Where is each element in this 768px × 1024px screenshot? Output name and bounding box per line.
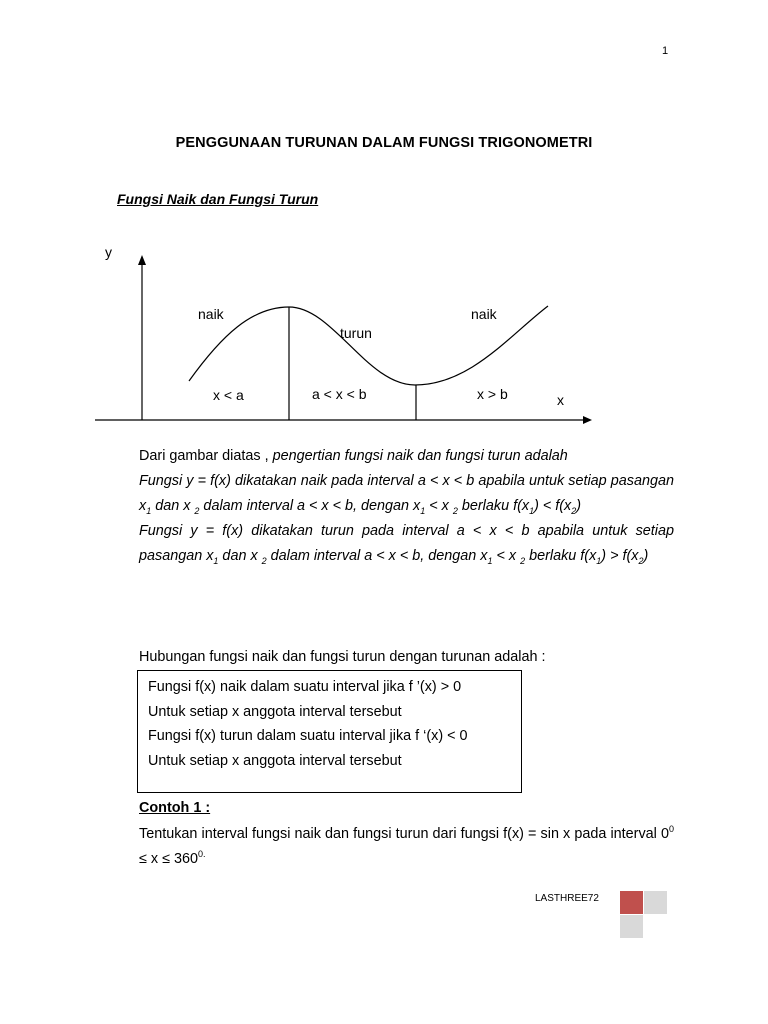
footer-square-gray-right (644, 891, 667, 914)
box-line: Untuk setiap x anggota interval tersebut (148, 703, 402, 720)
def-naik-text: ) < f(x (534, 498, 572, 514)
x-axis-label: x (557, 392, 564, 408)
def-naik-text: berlaku f(x (457, 498, 530, 514)
intro-plain: Dari gambar diatas , (139, 448, 269, 464)
subscript: 2 (571, 505, 577, 516)
intro-line (139, 444, 674, 469)
y-axis-label: y (105, 244, 112, 260)
def-turun-text: berlaku f(x (525, 548, 597, 564)
def-naik-text: < x (425, 498, 453, 514)
intro-italic: pengertian fungsi naik dan fungsi turun adalah (268, 448, 568, 464)
theorem-box (137, 670, 522, 793)
def-turun-text: ) > f(x (601, 548, 639, 564)
def-turun-text: dan x (218, 548, 262, 564)
box-line: Fungsi f(x) naik dalam suatu interval jika f ’(x) > 0 (148, 679, 462, 695)
page-number: 1 (662, 45, 669, 57)
definition-block (139, 444, 674, 569)
footer-square-gray-bottom (620, 915, 643, 938)
label-naik-right: naik (471, 306, 497, 322)
def-turun-text: dalam interval a < x < b, dengan x (266, 548, 488, 564)
example-body: Tentukan interval fungsi naik dan fungsi turun dari fungsi f(x) = sin x pada interval 0 (139, 826, 669, 842)
subscript: 1 (146, 505, 152, 516)
example-text (139, 822, 674, 872)
footer-square-red (620, 891, 643, 914)
example-body: ≤ x ≤ 360 (139, 851, 198, 867)
subscript: 2 (638, 555, 644, 566)
def-turun-text: ) (643, 548, 649, 564)
superscript: 0 (668, 824, 674, 835)
definition-naik (139, 469, 674, 519)
box-line: Fungsi f(x) turun dalam suatu interval jika f ‘(x) < 0 (148, 728, 468, 744)
label-turun: turun (340, 325, 372, 341)
def-turun-text: Fungsi y = f(x) dikatakan turun pada interval a < x < b apabila untuk setiap pasangan x (139, 523, 674, 564)
example-title: Contoh 1 : (139, 800, 211, 816)
subscript: 1 (529, 505, 535, 516)
def-naik-text: dalam interval a < x < b, dengan x (199, 498, 421, 514)
y-axis-arrow (138, 255, 146, 265)
def-naik-text: ) (576, 498, 582, 514)
interval-right: x > b (477, 386, 508, 402)
document-title: PENGGUNAAN TURUNAN DALAM FUNGSI TRIGONOMETRI (175, 135, 593, 151)
interval-middle: a < x < b (312, 386, 367, 402)
def-naik-text: dan x (151, 498, 195, 514)
function-graph (0, 235, 768, 435)
definition-turun (139, 519, 674, 569)
superscript: 0. (198, 849, 206, 860)
subscript: 1 (596, 555, 602, 566)
section-title: Fungsi Naik dan Fungsi Turun (117, 191, 319, 207)
subscript: 1 (487, 555, 493, 566)
relation-intro: Hubungan fungsi naik dan fungsi turun dengan turunan adalah : (139, 649, 546, 665)
subscript: 2 (452, 505, 458, 516)
subscript: 2 (194, 505, 200, 516)
subscript: 2 (261, 555, 267, 566)
subscript: 2 (520, 555, 526, 566)
subscript: 1 (420, 505, 426, 516)
x-axis-arrow (583, 416, 592, 424)
footer-label: LASTHREE72 (535, 893, 599, 904)
def-turun-text: < x (492, 548, 521, 564)
subscript: 1 (213, 555, 219, 566)
interval-left: x < a (213, 387, 244, 403)
label-naik-left: naik (198, 306, 224, 322)
box-line: Untuk setiap x anggota interval tersebut (148, 752, 402, 769)
def-naik-text: Fungsi y = f(x) dikatakan naik pada interval a < x < b apabila untuk setiap pasangan x (139, 473, 674, 514)
